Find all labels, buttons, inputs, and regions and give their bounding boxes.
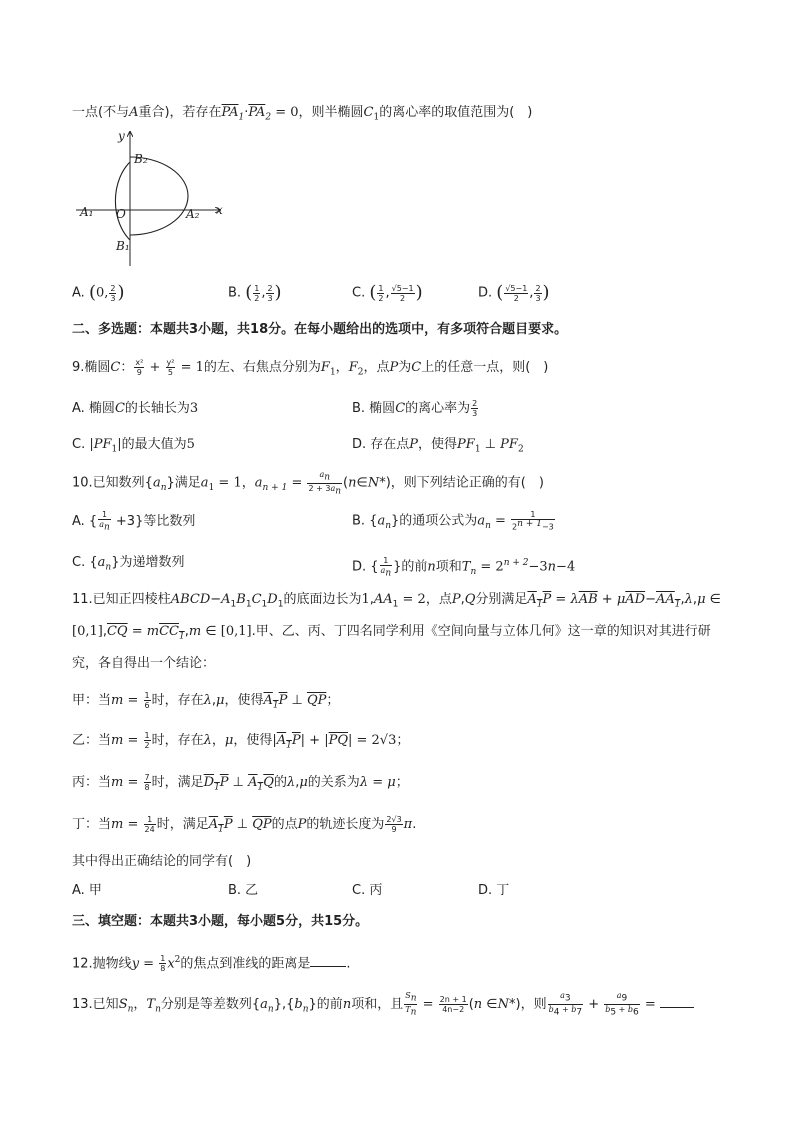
fig-label-x: x: [216, 203, 223, 217]
fig-label-a2: A₂: [186, 207, 200, 221]
q8-option-b[interactable]: B. ( $\frac{1}{2}$ , $\frac{2}{3}$ ): [228, 282, 282, 303]
q11-claim-ding: 丁：当m = $\frac{1}{24}$ 时，满足$A_1P$ ⊥ $\overline{QP}$的点P的轨迹长度为 $\frac{2√3}{9}$ π.: [72, 815, 417, 835]
q13-answer-blank[interactable]: [660, 995, 694, 1008]
q10-stem: 10.已知数列$\{a_n\}$满足$a_1 = 1$，$a_{n + 1}$ = $\frac{a_n}{2 + 3a_n}$ (n∈N*)，则下列结论正确的有( ): [72, 470, 544, 497]
q10-option-d[interactable]: D. { $\frac{1}{a_n}$ }的前n项和$T_n = 2^{n + 2}-3n-4$: [352, 555, 576, 579]
q10-option-b[interactable]: B. $\{a_n\}$的通项公式为$a_n$ = $\frac{1}{2^{n + 1}-3}$: [352, 510, 554, 532]
q9-option-b[interactable]: B. 椭圆C的离心率为 $\frac{2}{3}$: [352, 399, 478, 418]
q9-option-d[interactable]: D. 存在点P，使得$PF_1$ ⊥ $PF_2$: [352, 437, 524, 455]
q11-option-a[interactable]: A. 甲: [72, 883, 102, 898]
q9-option-c[interactable]: C. $|PF_1|$的最大值为5: [72, 437, 195, 455]
q8-option-c[interactable]: C. ( $\frac{1}{2}$ , $\frac{√5-1}{2}$ ): [352, 282, 423, 303]
q11-line-1: 11.已知正四棱柱$ABCD-A_1B_1C_1D_1$的底面边长为$1,AA_1 = 2$，点P,Q分别满足$A_1P = \lambda\overline{AB} + \mu\overline{AD}-AA_1,\lambda,\mu$ ∈: [72, 592, 721, 610]
q11-line-2: $[0,1],\overline{CQ} = mCC_1,m$ ∈ [0,1].甲、乙、丙、丁四名同学利用《空间向量与立体几何》这一章的知识对其进行研: [72, 624, 711, 642]
q12-answer-blank[interactable]: [310, 954, 346, 967]
section-2-heading: 二、多选题：本题共3小题，共18分。在每小题给出的选项中，有多项符合题目要求。: [72, 322, 568, 337]
q9-stem: 9.椭圆C： $\frac{\text{x²}}{9}$ + $\frac{\text{y²}}{5}$ = 1的左、右焦点分别为$F_1$，$F_2$，点P为C上的任意一点，则( ): [72, 358, 549, 378]
q11-line-3: 究，各自得出一个结论：: [72, 656, 216, 671]
q13-stem: 13.已知$S_n$，$T_n$分别是等差数列$\{a_n\},\{b_n\}$的前n项和，且 $\frac{S_n}{T_n}$ = $\frac{2n + 1}{4n-2}$ (n ∈N*)，则 $\frac{a_3}{b_4 + b_7}$ + $\frac{a_9}{b_5 + b_6}$ =: [72, 990, 754, 1025]
fig-label-a1: A₁: [80, 205, 94, 219]
q10-option-a[interactable]: A. { $\frac{1}{a_n}$ +3}等比数列: [72, 510, 196, 533]
fig-label-y: y: [118, 129, 125, 143]
fig-label-b1: B₁: [116, 239, 130, 253]
q11-claim-yi: 乙：当m = $\frac{1}{2}$ 时，存在λ，μ，使得$|A_1P| + |\overline{PQ}| = 2√3$；: [72, 731, 410, 751]
q11-option-d[interactable]: D. 丁: [478, 883, 510, 898]
q11-claim-bing: 丙：当m = $\frac{7}{8}$ 时，满足$D_1P$ ⊥ $A_1Q$的λ,μ的关系为λ = μ；: [72, 773, 409, 793]
q8-option-d[interactable]: D. ( $\frac{√5-1}{2}$ , $\frac{2}{3}$ ): [478, 282, 550, 303]
fig-label-o: O: [116, 207, 126, 221]
half-ellipse-figure: [72, 128, 232, 268]
q8-option-a[interactable]: A. (0, $\frac{2}{3}$ ): [72, 282, 125, 303]
fig-label-b2: B₂: [134, 152, 148, 166]
q11-option-b[interactable]: B. 乙: [228, 883, 259, 898]
q10-option-c[interactable]: C. $\{a_n\}$为递增数列: [72, 555, 185, 573]
section-3-heading: 三、填空题：本题共3小题，每小题5分，共15分。: [72, 914, 369, 929]
q11-option-c[interactable]: C. 丙: [352, 883, 383, 898]
q9-option-a[interactable]: A. 椭圆C的长轴长为3: [72, 401, 199, 416]
q8-stem: 一点(不与A重合)，若存在$\overline{PA}_1\cdot\overline{PA}_2 = 0$，则半椭圆$C_1$的离心率的取值范围为( ): [72, 105, 533, 123]
q11-claim-jia: 甲：当m = $\frac{1}{6}$ 时，存在λ,μ，使得$A_1P$ ⊥ $\overline{QP}$；: [72, 691, 340, 711]
q11-ask: 其中得出正确结论的同学有( ): [72, 854, 252, 869]
q12-stem: 12.抛物线y = $\frac{1}{8}$ $x^2$的焦点到准线的距离是 .: [72, 954, 351, 974]
